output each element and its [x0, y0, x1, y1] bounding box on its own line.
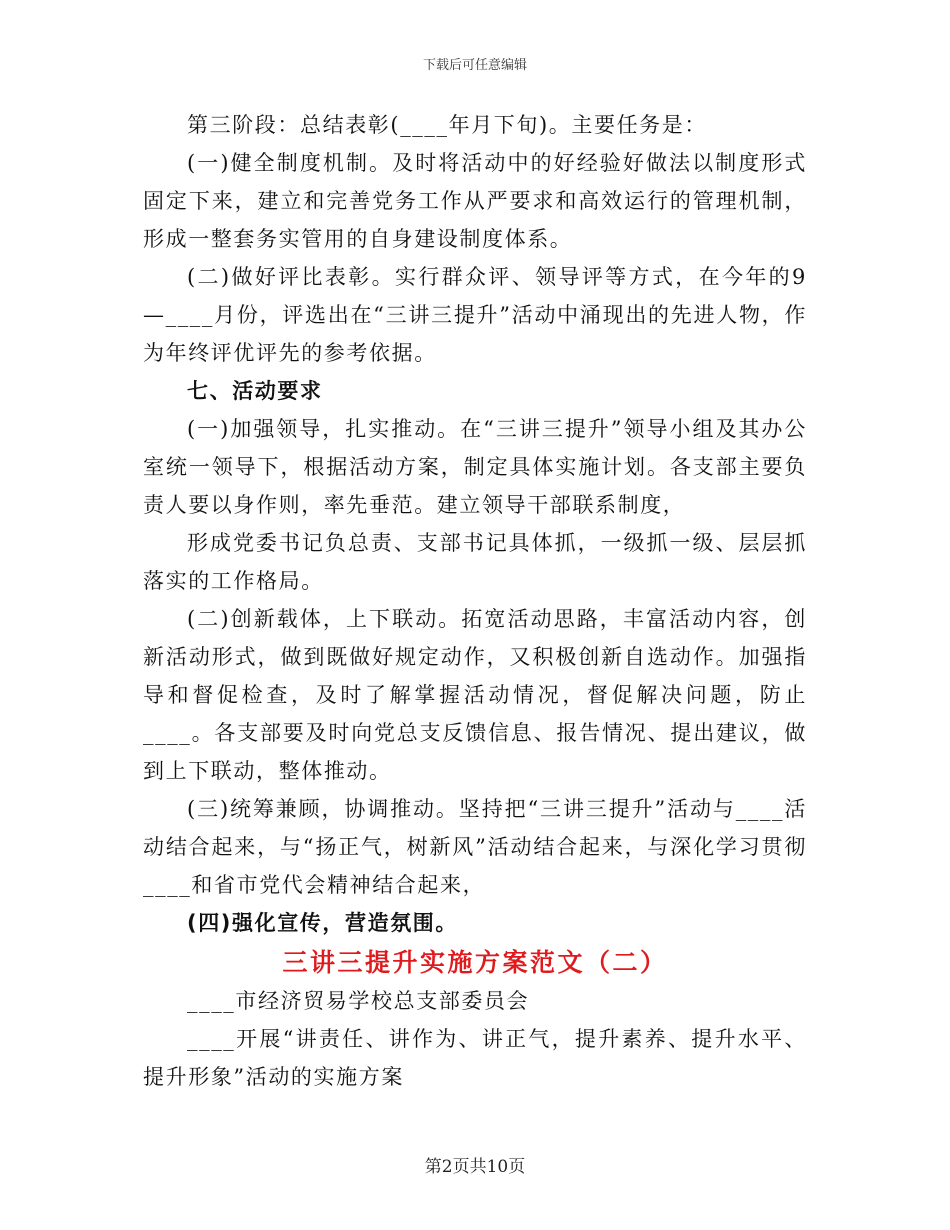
document-body: [143, 106, 807, 1096]
paragraph-committee: ____市经济贸易学校总支部委员会: [187, 989, 530, 1013]
paragraph-stage-three: 第三阶段：总结表彰(____年月下旬)。主要任务是：: [187, 113, 707, 137]
paragraph-work-pattern: 形成党委书记负总责、支部书记具体抓，一级抓一级、层层抓落实的工作格局。: [143, 531, 807, 593]
paragraph-coordinate: (三)统筹兼顾，协调推动。坚持把“三讲三提升”活动与____活动结合起来，与“扬正气，树新风”活动结合起来，与深化学习贯彻____和省市党代会精神结合起来，: [143, 797, 807, 897]
paragraph-publicity-heading: (四)强化宣传，营造氛围。: [187, 911, 458, 935]
paragraph-commendation: (二)做好评比表彰。实行群众评、领导评等方式，在今年的9—____月份，评选出在“三讲三提升”活动中涌现出的先进人物，作为年终评优评先的参考依据。: [143, 265, 807, 365]
paragraph-plan-subject: ____开展“讲责任、讲作为、讲正气，提升素养、提升水平、提升形象”活动的实施方案: [143, 1027, 807, 1089]
page-number-footer: 第2页共10页: [424, 1157, 526, 1177]
paragraph-strengthen-leadership: (一)加强领导，扎实推动。在“三讲三提升”领导小组及其办公室统一领导下，根据活动方案，制定具体实施计划。各支部主要负责人要以身作则，率先垂范。建立领导干部联系制度，: [143, 417, 807, 517]
section-title-red: 三讲三提升实施方案范文（二）: [282, 948, 668, 977]
section-heading-requirements: 七、活动要求: [187, 379, 323, 403]
page-header-note: 下载后可任意编辑: [422, 58, 527, 73]
paragraph-innovate-carrier: (二)创新载体，上下联动。拓宽活动思路，丰富活动内容，创新活动形式，做到既做好规定动作，又积极创新自选动作。加强指导和督促检查，及时了解掌握活动情况，督促解决问题，防止____。各支部要及时向党总支反馈信息、报告情况、提出建议，做到上下联动，整体推动。: [143, 607, 807, 783]
paragraph-improve-system: (一)健全制度机制。及时将活动中的好经验好做法以制度形式固定下来，建立和完善党务工作从严要求和高效运行的管理机制，形成一整套务实管用的自身建设制度体系。: [143, 151, 807, 251]
